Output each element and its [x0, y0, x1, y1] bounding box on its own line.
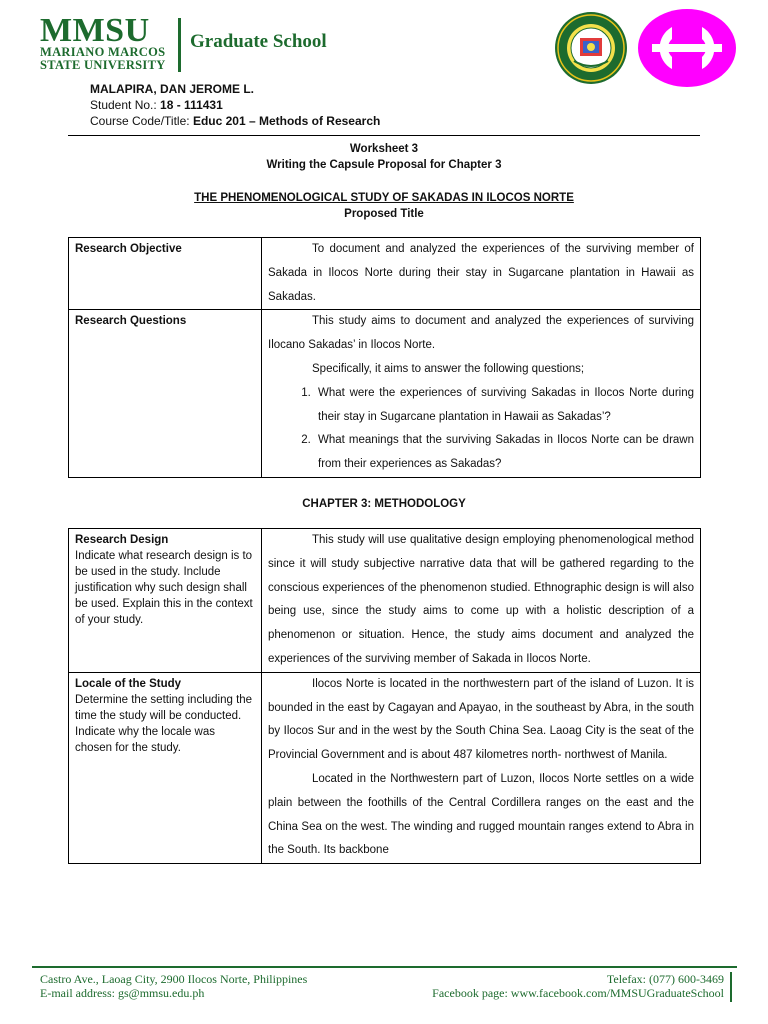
locale-text-2: Located in the Northwestern part of Luzon, Ilocos Norte settles on a wide plain between the foothills of the Central Cordillera ranges on the east and the China Sea on the west. The winding and rugged mountain ranges extend to Abra in the South. Its backbone — [268, 772, 694, 857]
footer-divider — [32, 966, 737, 968]
locale-instruction: Determine the setting including the time the study will be conducted. Indicate why the locale was chosen for the study. — [75, 693, 253, 754]
table-row — [69, 310, 701, 478]
logo-divider — [178, 18, 181, 72]
table-row — [69, 529, 701, 673]
questions-list — [268, 382, 694, 477]
objective-cell — [262, 238, 701, 310]
list-item: 1. What were the experiences of surviving Sakadas in Ilocos Norte during their stay in Sugarcane plantation in Hawaii as Sakadas’? — [314, 382, 694, 430]
logo-line-1: MARIANO MARCOS — [40, 45, 166, 59]
table-row — [69, 672, 701, 863]
questions-label-cell — [69, 310, 262, 478]
university-seal-icon — [554, 11, 628, 85]
methodology-table — [68, 528, 701, 864]
design-label-cell — [69, 529, 262, 673]
questions-label: Research Questions — [75, 315, 187, 328]
questions-specific: Specifically, it aims to answer the following questions; — [312, 362, 585, 375]
locale-text-1: Ilocos Norte is located in the northwestern part of the island of Luzon. It is bounded in the east by Cagayan and Apayao, in the southeast by Abra, in the south by Ilocos Sur and in the west by the South China Sea. Laoag City is the seat of the Provincial Government and is about 487 kilometres north- northwest of Manila. — [268, 677, 694, 762]
student-number: Student No.: 18 - 111431 — [90, 98, 223, 112]
list-item: 2. What meanings that the surviving Sakadas in Ilocos Norte can be drawn from their experiences as Sakadas? — [314, 429, 694, 477]
proposed-title-label: Proposed Title — [344, 208, 424, 220]
research-table — [68, 237, 701, 478]
objective-label: Research Objective — [75, 243, 182, 255]
header-divider — [68, 135, 700, 136]
objective-label-cell — [69, 238, 262, 310]
objective-text: To document and analyzed the experiences of the surviving member of Sakada in Ilocos Norte during their stay in Sugarcane plantation in Hawaii as Sakadas. — [268, 243, 694, 303]
design-label: Research Design — [75, 534, 169, 546]
worksheet-title: Worksheet 3 — [349, 143, 419, 155]
design-instruction: Indicate what research design is to be used in the study. Include justification why such design shall be used. Explain this in the context of your study. — [75, 550, 253, 626]
locale-label-cell — [69, 672, 262, 863]
graduate-school-logo-icon — [638, 9, 736, 87]
mmsu-logo-text: MMSU — [40, 12, 150, 49]
locale-cell — [262, 672, 701, 863]
logo-line-2: STATE UNIVERSITY — [40, 58, 166, 72]
footer-address: Castro Ave., Laoag City, 2900 Ilocos Norte, Philippines — [40, 972, 308, 986]
design-cell — [262, 529, 701, 673]
study-title: THE PHENOMENOLOGICAL STUDY OF SAKADAS IN ILOCOS NORTE — [194, 192, 574, 204]
student-name: MALAPIRA, DAN JEROME L. — [90, 82, 255, 96]
questions-cell — [262, 310, 701, 478]
questions-intro: This study aims to document and analyzed the experiences of surviving Ilocano Sakadas’ in Ilocos Norte. — [268, 315, 694, 352]
page-header — [0, 0, 768, 80]
chapter-heading: CHAPTER 3: METHODOLOGY — [302, 498, 466, 510]
graduate-school-title: Graduate School — [190, 31, 327, 52]
footer-telefax: Telefax: (077) 600-3469 — [606, 972, 724, 986]
footer-email: E-mail address: gs@mmsu.edu.ph — [40, 986, 205, 1000]
design-text: This study will use qualitative design employing phenomenological method since it will study subjective narrative data that will be gathered regarding to the conscious experiences of the phenomenon studied. Ethnographic design is will also being use, since the study aims to come up with a holistic description of a phenomenon or situation. Hence, the study aims document and analyzed the experiences of the surviving member of Sakada in Ilocos Norte. — [268, 534, 694, 665]
footer-facebook: Facebook page: www.facebook.com/MMSUGraduateSchool — [432, 986, 724, 1000]
course-title: Course Code/Title: Educ 201 – Methods of Research — [90, 114, 381, 128]
footer-accent-bar — [730, 972, 732, 1002]
worksheet-subtitle: Writing the Capsule Proposal for Chapter 3 — [266, 159, 502, 171]
locale-label: Locale of the Study — [75, 677, 182, 690]
table-row — [69, 238, 701, 310]
